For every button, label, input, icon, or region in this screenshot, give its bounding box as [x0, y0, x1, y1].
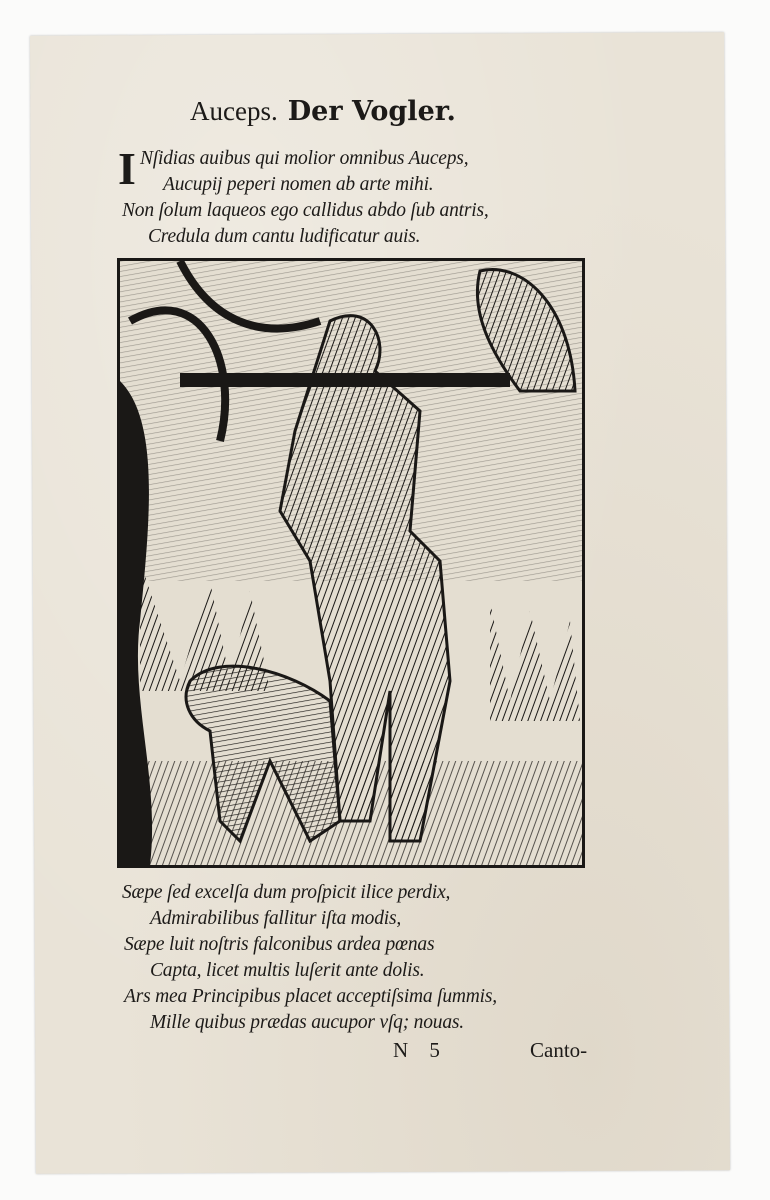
verse-line: Nſidias auibus qui molior omnibus Auceps, — [140, 148, 469, 169]
page-title — [190, 96, 456, 127]
verse-line: Non ſolum laqueos ego callidus abdo ſub antris, — [122, 200, 489, 221]
verse-line: Capta, licet multis luſerit ante dolis. — [150, 960, 425, 981]
verse-line: Sæpe ſed excelſa dum proſpicit ilice perdix, — [122, 882, 451, 903]
woodcut-illustration — [117, 258, 585, 868]
title-latin: Auceps. — [190, 96, 278, 126]
catchword: Canto- — [530, 1038, 588, 1062]
verse-line: Mille quibus prædas aucupor vſq; nouas. — [150, 1012, 464, 1033]
title-german: Der Vogler. — [287, 96, 456, 127]
verse-line: Credula dum cantu ludificatur auis. — [148, 226, 421, 247]
verse-line: Admirabilibus fallitur iſta modis, — [150, 908, 402, 929]
verse-line: Aucupij peperi nomen ab arte mihi. — [163, 174, 434, 195]
woodcut-fowler-image — [120, 261, 582, 865]
verse-line: Sæpe luit noſtris falconibus ardea pœnas — [124, 934, 435, 955]
drop-capital: I — [118, 143, 136, 194]
verse-line: Ars mea Principibus placet acceptiſsima ſummis, — [124, 986, 497, 1007]
signature-mark: N 5 — [393, 1038, 440, 1062]
